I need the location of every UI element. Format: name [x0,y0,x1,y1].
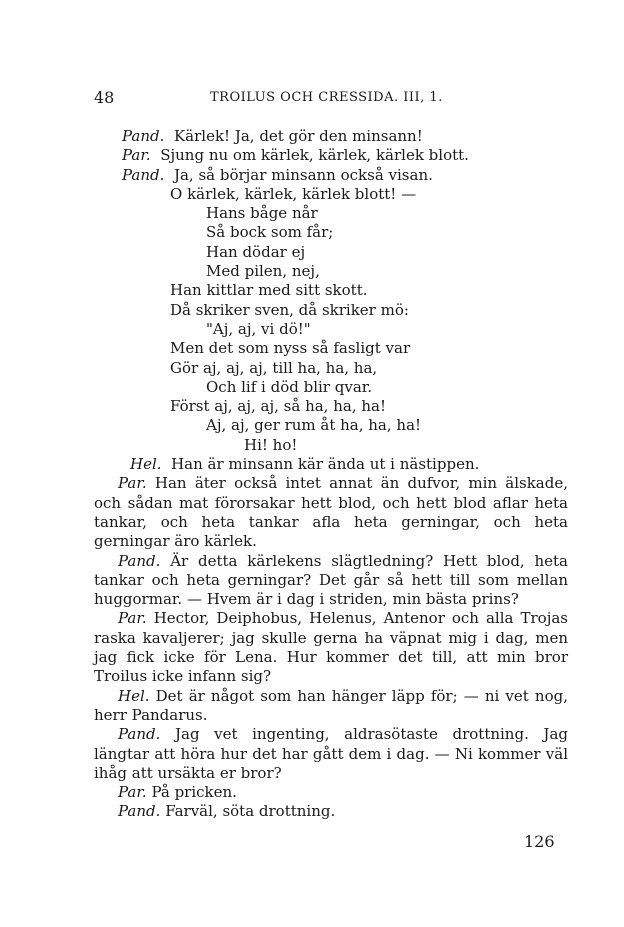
song-line: Men det som nyss så fasligt var [170,339,411,358]
speaker-name: Par. [118,609,147,628]
speech-text: Det är något som han hänger läpp för; — ni vet nog, herr Pandarus. [94,686,568,724]
song-line: Han dödar ej [206,242,306,261]
folio-number: 126 [524,832,555,851]
prose-paragraph [94,783,568,802]
speaker-name: Par. [122,146,151,165]
speech-text: Ja, så börjar minsann också visan. [173,165,433,184]
speaker-name: Hel. [130,455,162,474]
speech-text: Jag vet ingenting, aldrasötaste drottning. Jag längtar att höra hur det har gått dem i dag. — Ni kommer väl ihåg att ursäkta er bror? [94,725,568,782]
song-line: Han kittlar med sitt skott. [170,281,368,300]
speech-text: Sjung nu om kärlek, kärlek, kärlek blott. [160,146,469,165]
speaker-name: Pand. [118,802,161,821]
page-number: 48 [94,88,115,107]
song-line: Så bock som får; [206,223,334,242]
prose-paragraph [94,474,568,551]
speech-text: Är detta kärlekens slägtledning? Hett blod, heta tankar och heta gerningar? Det går så hett till som mellan huggormar. — Hvem är i dag i striden, min bästa prins? [94,551,568,609]
song-line: Hans båge når [206,204,318,223]
speech-text: På pricken. [151,783,237,802]
dialogue-line [94,146,568,165]
page-text [94,127,568,822]
speech-text: Kärlek! Ja, det gör den minsann! [173,127,423,145]
prose-paragraph [94,552,568,610]
prose-paragraph [94,687,568,726]
speech-text: Han äter också intet annat än dufvor, min älskade, och sådan mat förorsakar hett blod, och hett blod aflar heta tankar, och heta tankar afla heta gerningar, och heta gerningar äro kärlek. [94,474,568,551]
speech-text: Hector, Deiphobus, Helenus, Antenor och alla Trojas raska kavaljerer; jag skulle gerna ha väpnat mig i dag, men jag fick icke för Lena. Hur kommer det till, att min bror Troilus icke infann sig? [94,609,568,686]
prose-paragraph [94,725,568,783]
speaker-name: Pand. [118,551,161,570]
speaker-name: Hel. [118,686,150,705]
dialogue-line [94,127,568,146]
prose-paragraph [94,802,568,821]
dialogue-line [94,166,568,185]
song-line: "Aj, aj, vi dö!" [206,319,311,338]
running-title: TROILUS OCH CRESSIDA. III, 1. [210,90,443,105]
song-line: Aj, aj, ger rum åt ha, ha, ha! [206,416,422,435]
song-line: Och lif i död blir qvar. [206,377,373,396]
speaker-name: Par. [118,783,147,802]
speech-text: Han är minsann kär ända ut i nästippen. [171,455,480,474]
speech-text: Farväl, söta drottning. [165,802,336,821]
speaker-name: Par. [118,474,147,493]
prose-paragraph [94,609,568,686]
speaker-name: Pand. [118,725,161,744]
song-line: O kärlek, kärlek, kärlek blott! — [170,184,417,203]
speaker-name: Pand. [122,165,165,184]
song-line: Hi! ho! [244,435,298,454]
song-line: Då skriker sven, då skriker mö: [170,300,409,319]
song-line: Med pilen, nej, [206,262,320,281]
dialogue-line [94,455,568,474]
song-line: Först aj, aj, aj, så ha, ha, ha! [170,397,386,416]
song-line: Gör aj, aj, aj, till ha, ha, ha, [170,358,378,377]
speaker-name: Pand. [122,127,165,145]
